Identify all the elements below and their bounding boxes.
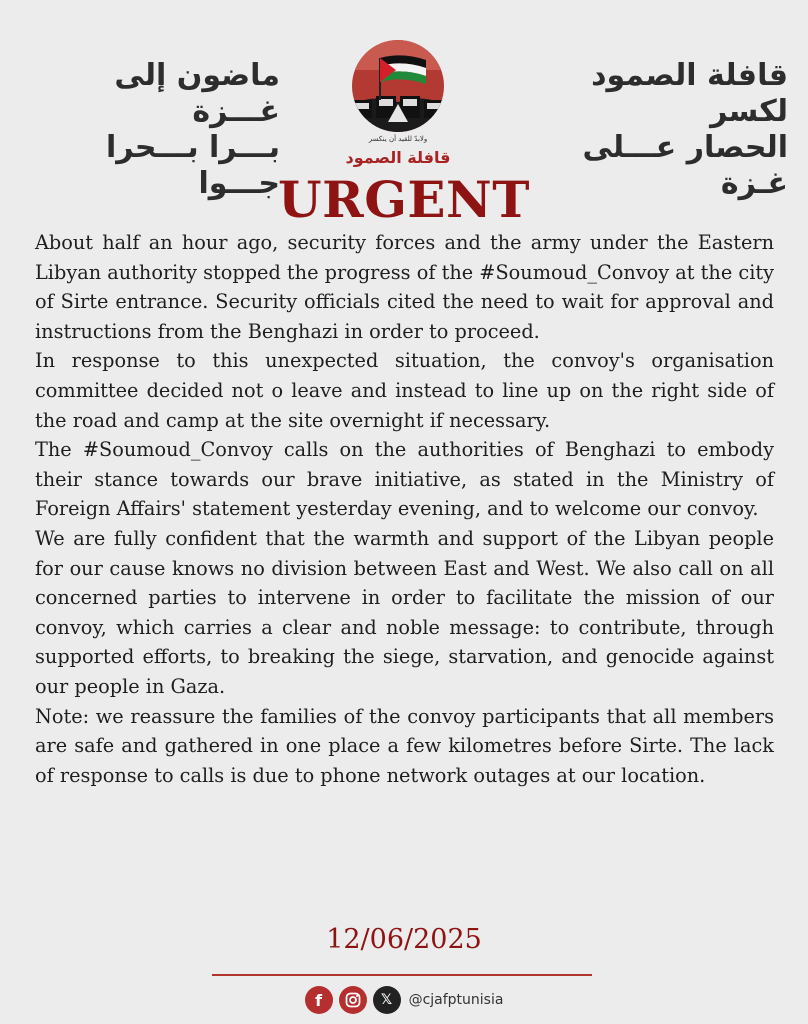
statement-date: 12/06/2025 bbox=[326, 924, 482, 955]
urgent-title: URGENT bbox=[278, 170, 530, 229]
paragraph: The #Soumoud_Convoy calls on the authorities of Benghazi to embody their stance towards our brave initiative, as stated in the Ministry of Foreign Affairs' statement yesterday evening, and to welcome our convoy. bbox=[35, 438, 774, 521]
social-handle[interactable]: @cjafptunisia bbox=[408, 992, 504, 1008]
paragraph: Note: we reassure the families of the convoy participants that all members are safe and gathered in one place a few kilometres before Sirte. The lack of response to calls is due to phone network outages at our location. bbox=[35, 704, 774, 787]
paragraph: In response to this unexpected situation, the convoy's organisation committee decided not o leave and instead to line up on the right side of the road and camp at the site overnight if necessary. bbox=[35, 349, 774, 432]
slogan-right-line1: قافلة الصمود لكسر bbox=[591, 58, 788, 129]
footer bbox=[0, 984, 808, 1016]
x-icon[interactable]: 𝕏 bbox=[373, 986, 401, 1014]
slogan-left-line2: بـــرا بـــحرا جـــوا bbox=[105, 130, 280, 201]
divider bbox=[212, 974, 592, 976]
logo-name: قافلة الصمود bbox=[345, 148, 451, 167]
instagram-icon[interactable] bbox=[339, 986, 367, 1014]
convoy-logo bbox=[340, 40, 456, 144]
facebook-icon[interactable]: f bbox=[305, 986, 333, 1014]
slogan-left-line1: ماضون إلى غـــزة bbox=[114, 58, 280, 129]
statement-body bbox=[35, 228, 774, 790]
paragraph: We are fully confident that the warmth and support of the Libyan people for our cause knows no division between East and West. We also call on all concerned parties to intervene in order to facilitate the mission of our convoy, which carries a clear and noble message: to contribute, through supported efforts, to breaking the siege, starvation, and genocide against our people in Gaza. bbox=[35, 526, 774, 698]
slogan-right-line2: الحصار عـــلى غـزة bbox=[582, 130, 788, 201]
logo-caption: ولابدّ للقيد أن ينكسر bbox=[368, 135, 428, 143]
paragraph: About half an hour ago, security forces and the army under the Eastern Libyan authority stopped the progress of the #Soumoud_Convoy at the city of Sirte entrance. Security officials cited the need to wait for approval and instructions from the Benghazi in order to proceed. bbox=[35, 231, 774, 343]
